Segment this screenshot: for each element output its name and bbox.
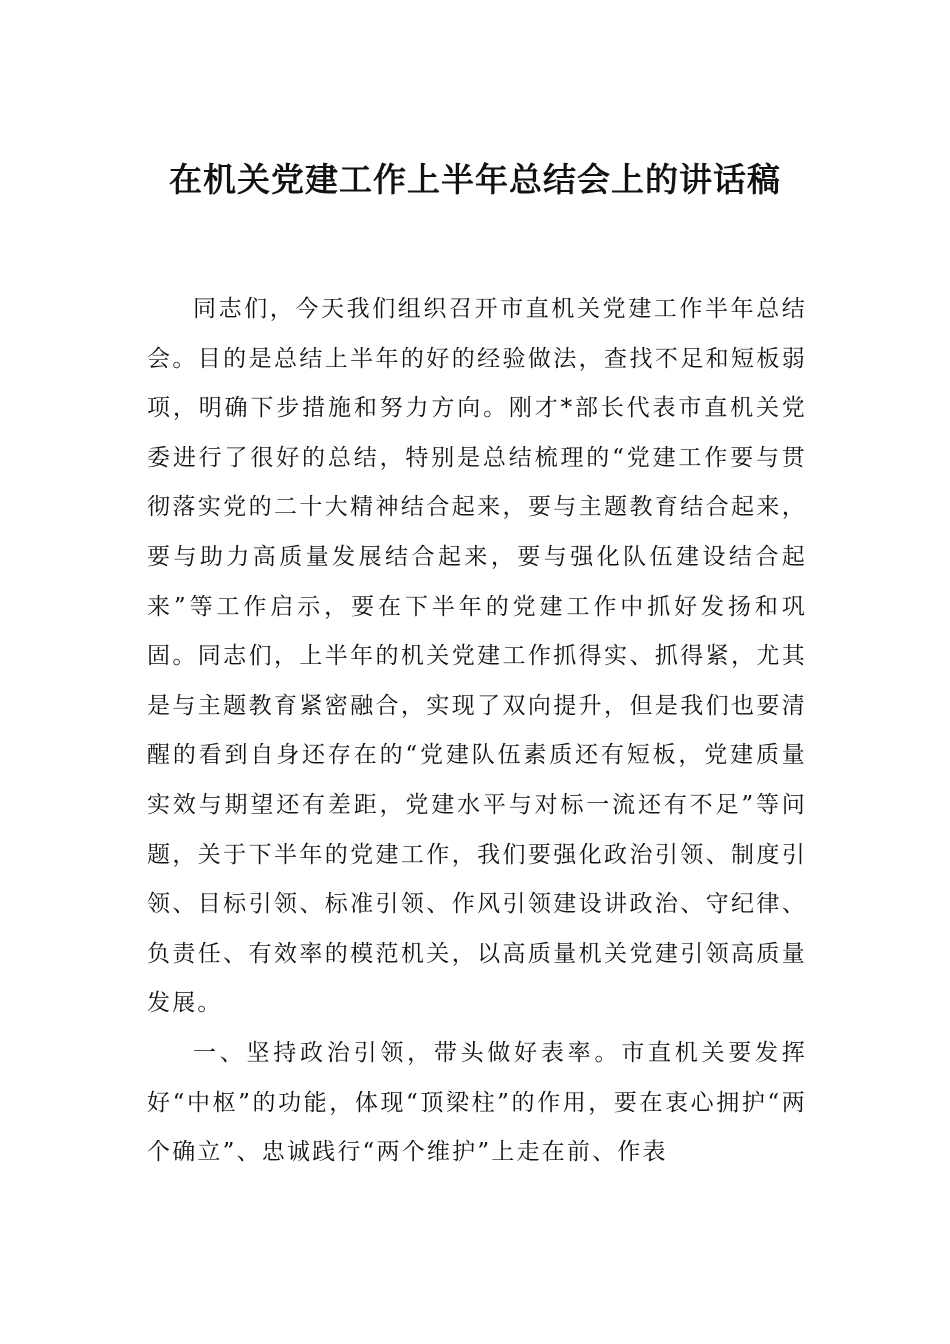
document-body xyxy=(147,285,807,1178)
document-title: 在机关党建工作上半年总结会上的讲话稿 xyxy=(169,160,781,199)
paragraph-section-one: 一、坚持政治引领，带头做好表率。市直机关要发挥好“中枢”的功能，体现“顶梁柱”的作用，要在衷心拥护“两个确立”、忠诚践行“两个维护”上走在前、作表 xyxy=(147,1039,807,1166)
paragraph-opening: 同志们，今天我们组织召开市直机关党建工作半年总结会。目的是总结上半年的好的经验做法，查找不足和短板弱项，明确下步措施和努力方向。刚才*部长代表市直机关党委进行了很好的总结，特别是总结梳理的“党建工作要与贯彻落实党的二十大精神结合起来，要与主题教育结合起来，要与助力高质量发展结合起来，要与强化队伍建设结合起来”等工作启示，要在下半年的党建工作中抓好发扬和巩固。同志们，上半年的机关党建工作抓得实、抓得紧，尤其是与主题教育紧密融合，实现了双向提升，但是我们也要清醒的看到自身还存在的“党建队伍素质还有短板，党建质量实效与期望还有差距，党建水平与对标一流还有不足”等问题，关于下半年的党建工作，我们要强化政治引领、制度引领、目标引领、标准引领、作风引领建设讲政治、守纪律、负责任、有效率的模范机关，以高质量机关党建引领高质量发展。 xyxy=(147,296,807,1017)
